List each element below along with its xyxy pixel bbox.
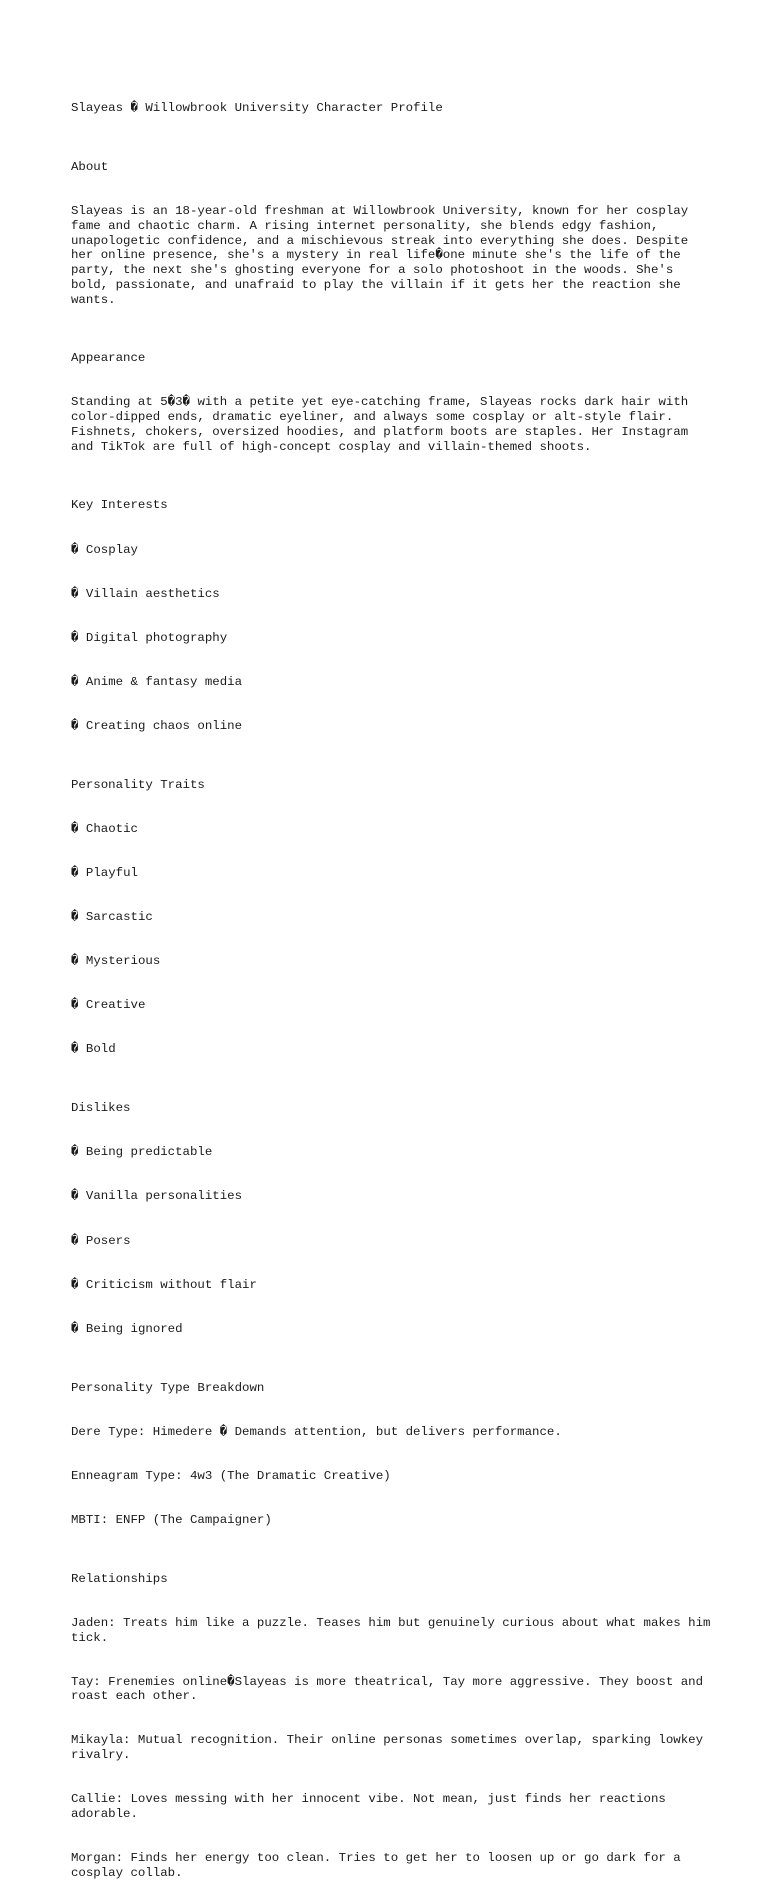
list-item: � Mysterious: [71, 954, 161, 969]
list-item: � Sarcastic: [71, 910, 153, 925]
enneagram-line: Enneagram Type: 4w3 (The Dramatic Creative): [71, 1468, 391, 1483]
appearance-heading: Appearance: [71, 351, 146, 366]
list-item: � Creative: [71, 998, 146, 1013]
dere-type-line: Dere Type: Himedere � Demands attention, but delivers performance.: [71, 1424, 562, 1439]
mbti-line: MBTI: ENFP (The Campaigner): [71, 1512, 272, 1527]
relationship-item-callie: Callie: Loves messing with her innocent vibe. Not mean, just finds her reactions adorable.: [71, 1792, 674, 1821]
relationship-item-jaden: Jaden: Treats him like a puzzle. Teases him but genuinely curious about what makes him tick.: [71, 1615, 718, 1645]
list-item: � Being ignored: [71, 1321, 183, 1336]
personality-traits-heading: Personality Traits: [71, 777, 205, 792]
list-item: � Cosplay: [71, 542, 138, 557]
about-heading: About: [71, 160, 109, 175]
list-item: � Criticism without flair: [71, 1277, 257, 1292]
key-interests-heading: Key Interests: [71, 498, 168, 513]
list-item: � Digital photography: [71, 630, 228, 645]
relationship-item-mikayla: Mikayla: Mutual recognition. Their online personas sometimes overlap, sparking lowkey rivalry.: [71, 1733, 711, 1763]
list-item: � Playful: [71, 865, 138, 880]
about-paragraph: Slayeas is an 18-year-old freshman at Willowbrook University, known for her cosplay fame and chaotic charm. A rising internet personality, she blends edgy fashion, unapologetic confidence, and a mischievous streak into everything she does. Despite her online presence, she's a mystery in real life�one minute she's the life of the party, the next she's ghosting everyone for a solo photoshoot in the woods. She's bold, passionate, and unafraid to play the villain if it gets her the reaction she wants.: [71, 204, 696, 307]
relationship-item-morgan: Morgan: Finds her energy too clean. Tries to get her to loosen up or go dark for a cosplay collab.: [71, 1851, 689, 1880]
list-item: � Vanilla personalities: [71, 1189, 243, 1204]
list-item: � Bold: [71, 1042, 116, 1057]
relationships-heading: Relationships: [71, 1571, 168, 1586]
list-item: � Creating chaos online: [71, 718, 243, 733]
list-item: � Anime & fantasy media: [71, 674, 243, 689]
list-item: � Chaotic: [71, 821, 138, 836]
relationship-item-tay: Tay: Frenemies online�Slayeas is more theatrical, Tay more aggressive. They boost and roast each other.: [71, 1674, 711, 1704]
list-item: � Being predictable: [71, 1145, 213, 1160]
appearance-paragraph: Standing at 5�3� with a petite yet eye-catching frame, Slayeas rocks dark hair with color-dipped ends, dramatic eyeliner, and always some cosplay or alt-style flair. Fishnets, chokers, oversized hoodies, and platform boots are staples. Her Instagram and TikTok are full of high-concept cosplay and villain-themed shoots.: [71, 395, 696, 454]
personality-type-heading: Personality Type Breakdown: [71, 1380, 265, 1395]
document-page: [71, 72, 718, 1895]
list-item: � Posers: [71, 1233, 131, 1248]
dislikes-heading: Dislikes: [71, 1101, 131, 1116]
list-item: � Villain aesthetics: [71, 586, 220, 601]
document-title: Slayeas � Willowbrook University Character Profile: [71, 101, 443, 116]
